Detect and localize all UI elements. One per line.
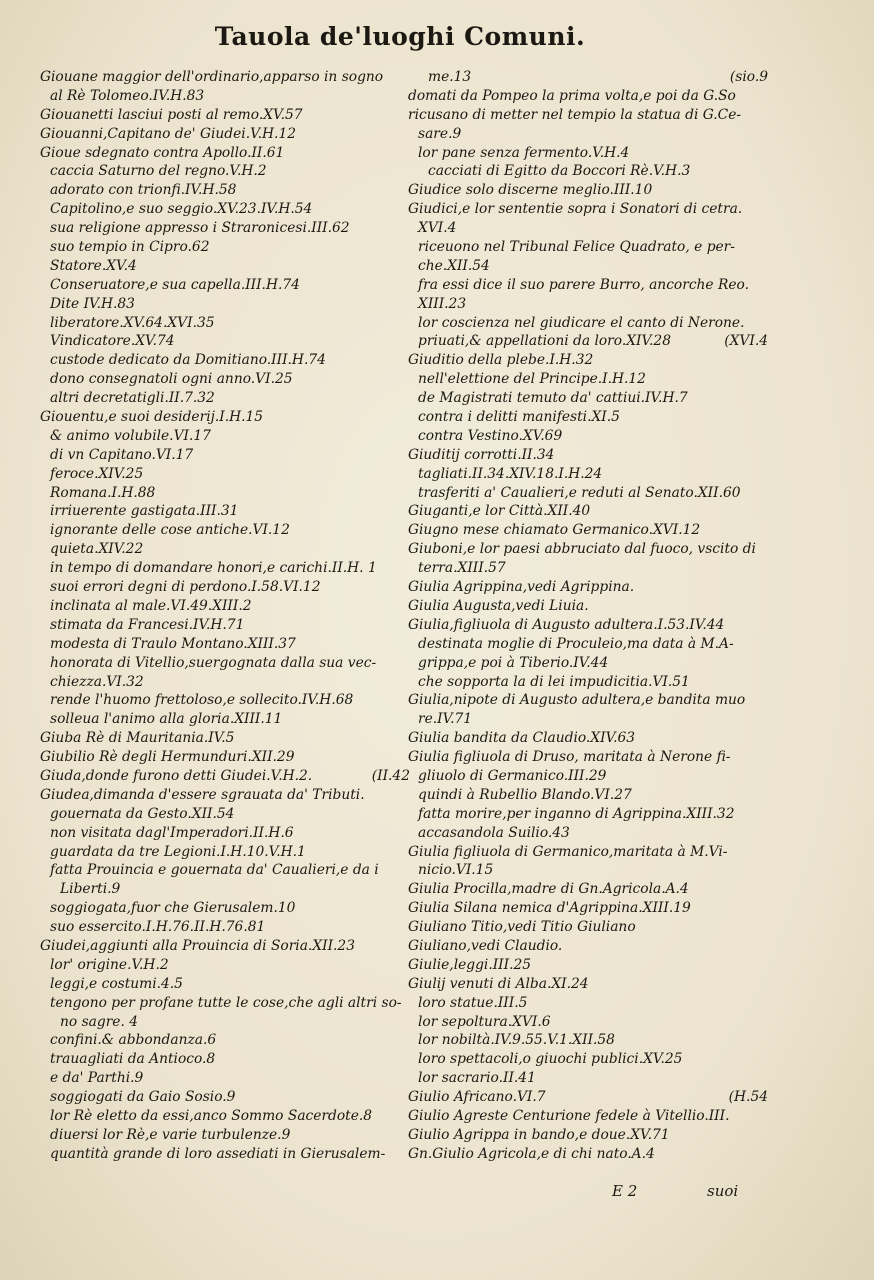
index-entry: trauagliati da Antioco.8 (50, 1051, 216, 1068)
index-entry: leggi,e costumi.4.5 (50, 975, 183, 992)
index-entry: sare.9 (418, 125, 462, 142)
index-entry: priuati,& appellationi da loro.XIV.28 (418, 333, 671, 350)
index-entry: domati da Pompeo la prima volta,e poi da G.So (408, 87, 736, 104)
index-entry: Giudici,e lor sententie sopra i Sonatori di cetra. (408, 201, 743, 218)
index-entry: Giuboni,e lor paesi abbruciato dal fuoco, vscito di (408, 541, 756, 558)
index-entry: & animo volubile.VI.17 (50, 427, 211, 444)
index-entry: Giulia bandita da Claudio.XIV.63 (408, 730, 636, 747)
index-entry: Giuda,donde furono detti Giudei.V.H.2. (II.42 (40, 767, 410, 784)
index-entry: soggiogati da Gaio Sosio.9 (50, 1089, 236, 1106)
index-entry: Giouane maggior dell'ordinario,apparso in sogno (40, 69, 384, 85)
index-entry: no sagre. 4 (60, 1013, 139, 1030)
index-entry: terra.XIII.57 (418, 560, 506, 577)
index-right-column (408, 68, 768, 1164)
index-entry: gliuolo di Germanico.III.29 (418, 767, 607, 784)
index-entry: Giulia figliuola di Germanico,maritata à M.Vi- (408, 843, 728, 860)
index-entry: riceuono nel Tribunal Felice Quadrato, e per- (418, 239, 735, 256)
index-entry: Giulia figliuola di Druso, maritata à Nerone fi- (408, 749, 731, 766)
index-entry: rende l'huomo frettoloso,e sollecito.IV.H.68 (50, 692, 354, 709)
index-entry: caccia Saturno del regno.V.H.2 (50, 163, 267, 180)
index-entry: dono consegnatoli ogni anno.VI.25 (50, 371, 293, 388)
index-entry: Giulij venuti di Alba.XI.24 (408, 975, 589, 992)
index-entry: Giulio Agreste Centurione fedele à Vitellio.III. (408, 1107, 730, 1124)
index-entry: al Rè Tolomeo.IV.H.83 (50, 87, 205, 104)
index-entry: cacciati di Egitto da Boccori Rè.V.H.3 (428, 163, 691, 180)
index-entry: loro statue.III.5 (418, 994, 528, 1011)
index-entry: XVI.4 (418, 220, 457, 237)
index-entry: diuersi lor Rè,e varie turbulenze.9 (50, 1126, 291, 1143)
index-entry: destinata moglie di Proculeio,ma data à M.A- (418, 635, 734, 652)
index-entry: inclinata al male.VI.49.XIII.2 (50, 597, 252, 614)
page-title: Tauola de'luoghi Comuni. (214, 22, 586, 51)
index-entry: Giuba Rè di Mauritania.IV.5 (40, 730, 235, 747)
index-entry: re.IV.71 (418, 711, 473, 728)
index-entry: solleua l'animo alla gloria.XIII.11 (50, 711, 283, 728)
index-entry: gouernata da Gesto.XII.54 (50, 805, 235, 822)
index-entry: feroce.XIV.25 (50, 465, 144, 482)
index-entry: Giubilio Rè degli Hermunduri.XII.29 (40, 749, 295, 766)
index-entry: e da' Parthi.9 (50, 1070, 144, 1087)
index-entry: Giuganti,e lor Città.XII.40 (408, 503, 591, 520)
index-entry: non visitata dagl'Imperadori.II.H.6 (50, 824, 294, 841)
margin-continuation-note: (XVI.4 (724, 333, 768, 350)
index-entry: honorata di Vitellio,suergognata dalla sua vec- (50, 654, 377, 671)
margin-continuation-note: (sio.9 (729, 69, 768, 85)
index-entry: Giouentu,e suoi desiderij.I.H.15 (40, 409, 264, 426)
index-entry: contra i delitti manifesti.XI.5 (418, 409, 620, 426)
index-entry: Giulia Augusta,vedi Liuia. (408, 597, 589, 614)
index-entry: in tempo di domandare honori,e carichi.II.H. 1 (50, 560, 377, 577)
index-entry: Giulia Agrippina,vedi Agrippina. (408, 579, 635, 596)
index-entry: guardata da tre Legioni.I.H.10.V.H.1 (50, 843, 306, 860)
index-entry: custode dedicato da Domitiano.III.H.74 (50, 352, 326, 369)
index-entry: Giugno mese chiamato Germanico.XVI.12 (408, 522, 701, 539)
index-entry: Giulio Africano.VI.7 (H.54 (408, 1089, 768, 1106)
index-entry: Giouanetti lasciui posti al remo.XV.57 (40, 106, 303, 123)
margin-continuation-note: (H.54 (728, 1089, 768, 1106)
index-entry: tengono per profane tutte le cose,che agli altri so- (50, 994, 402, 1011)
index-entry: XIII.23 (418, 295, 467, 312)
index-entry: me.13 (sio.9 (428, 69, 768, 85)
index-entry: contra Vestino.XV.69 (418, 427, 563, 444)
index-entry: di vn Capitano.VI.17 (50, 446, 194, 463)
index-entry: fatta morire,per inganno di Agrippina.XIII.32 (418, 805, 735, 822)
index-entry: Conseruatore,e sua capella.III.H.74 (50, 276, 300, 293)
index-entry: Dite IV.H.83 (50, 295, 135, 312)
index-entry: che.XII.54 (418, 257, 490, 274)
signature-mark: E 2 (612, 1182, 638, 1200)
index-entry: Statore.XV.4 (50, 257, 137, 274)
index-entry: nicio.VI.15 (418, 862, 494, 879)
index-entry: loro spettacoli,o giuochi publici.XV.25 (418, 1051, 683, 1068)
index-entry: Giuliano,vedi Claudio. (408, 937, 563, 954)
index-entry: lor nobiltà.IV.9.55.V.1.XII.58 (418, 1032, 615, 1049)
index-entry: che sopporta la di lei impudicitia.VI.51 (418, 673, 690, 690)
index-entry: quantità grande di loro assediati in Gierusalem- (50, 1145, 386, 1162)
index-entry: Giudea,dimanda d'essere sgrauata da' Tributi. (40, 786, 365, 803)
index-entry: suoi errori degni di perdono.I.58.VI.12 (50, 579, 321, 596)
index-entry: confini.& abbondanza.6 (50, 1032, 217, 1049)
index-entry: quindi à Rubellio Blando.VI.27 (418, 786, 632, 803)
index-entry: accasandola Suilio.43 (418, 824, 570, 841)
index-entry: Giuditio della plebe.I.H.32 (408, 352, 594, 369)
index-entry: Vindicatore.XV.74 (50, 333, 175, 350)
index-entry: irriuerente gastigata.III.31 (50, 503, 239, 520)
index-entry: grippa,e poi à Tiberio.IV.44 (418, 654, 609, 671)
margin-continuation-note: (II.42 (371, 767, 410, 784)
index-entry: Romana.I.H.88 (50, 484, 156, 501)
index-entry: Capitolino,e suo seggio.XV.23.IV.H.54 (50, 201, 313, 218)
index-entry: Liberti.9 (60, 881, 121, 898)
index-entry: Gn.Giulio Agricola,e di chi nato.A.4 (408, 1145, 655, 1162)
index-entry: tagliati.II.34.XIV.18.I.H.24 (418, 465, 603, 482)
index-entry: adorato con trionfi.IV.H.58 (50, 182, 237, 199)
index-entry: Giuliano Titio,vedi Titio Giuliano (408, 919, 636, 936)
index-entry: Giulio Agrippa in bando,e doue.XV.71 (408, 1126, 670, 1143)
index-left-column (40, 68, 410, 1164)
index-entry: ignorante delle cose antiche.VI.12 (50, 522, 290, 539)
index-entry: ricusano di metter nel tempio la statua di G.Ce- (408, 106, 742, 123)
index-entry: Giulia,figliuola di Augusto adultera.I.53.IV.44 (408, 616, 725, 633)
index-entry: soggiogata,fuor che Gierusalem.10 (50, 900, 296, 917)
index-entry: Giulie,leggi.III.25 (408, 956, 532, 973)
index-entry: lor sepoltura.XVI.6 (418, 1013, 551, 1030)
index-entry: chiezza.VI.32 (50, 673, 144, 690)
index-entry: trasferiti a' Caualieri,e reduti al Senato.XII.60 (418, 484, 741, 501)
index-entry: lor Rè eletto da essi,anco Sommo Sacerdote.8 (50, 1107, 373, 1124)
index-entry: fatta Prouincia e gouernata da' Caualieri,e da i (50, 862, 379, 879)
index-entry: lor sacrario.II.41 (418, 1070, 536, 1087)
index-entry: Giudei,aggiunti alla Prouincia di Soria.XII.23 (40, 937, 355, 954)
index-entry: Giulia Procilla,madre di Gn.Agricola.A.4 (408, 881, 689, 898)
index-entry: quieta.XIV.22 (50, 541, 144, 558)
index-entry: stimata da Francesi.IV.H.71 (50, 616, 245, 633)
index-entry: lor' origine.V.H.2 (50, 956, 169, 973)
index-entry: lor coscienza nel giudicare el canto di Nerone. (XVI.4 (418, 314, 768, 350)
index-entry: Giudice solo discerne meglio.III.10 (408, 182, 653, 199)
catchword: suoi (707, 1182, 739, 1200)
index-entry: nell'elettione del Principe.I.H.12 (418, 371, 646, 388)
index-entry: liberatore.XV.64.XVI.35 (50, 314, 215, 331)
index-entry: Giulia Silana nemica d'Agrippina.XIII.19 (408, 900, 691, 917)
index-entry: fra essi dice il suo parere Burro, ancorche Reo. (418, 276, 749, 293)
index-entry: lor pane senza fermento.V.H.4 (418, 144, 630, 161)
index-entry: Gioue sdegnato contra Apollo.II.61 (40, 144, 285, 161)
index-entry: modesta di Traulo Montano.XIII.37 (50, 635, 296, 652)
page-footer (612, 1182, 739, 1200)
index-entry: altri decretatigli.II.7.32 (50, 390, 215, 407)
index-entry: suo essercito.I.H.76.II.H.76.81 (50, 919, 266, 936)
index-entry: sua religione appresso i Straronicesi.III.62 (50, 220, 350, 237)
index-entry: Giuditij corrotti.II.34 (408, 446, 555, 463)
index-entry: Giulia,nipote di Augusto adultera,e bandita muo (408, 692, 746, 709)
index-entry: suo tempio in Cipro.62 (50, 239, 210, 256)
index-entry: Giouanni,Capitano de' Giudei.V.H.12 (40, 125, 296, 142)
index-entry: de Magistrati temuto da' cattiui.IV.H.7 (418, 390, 688, 407)
